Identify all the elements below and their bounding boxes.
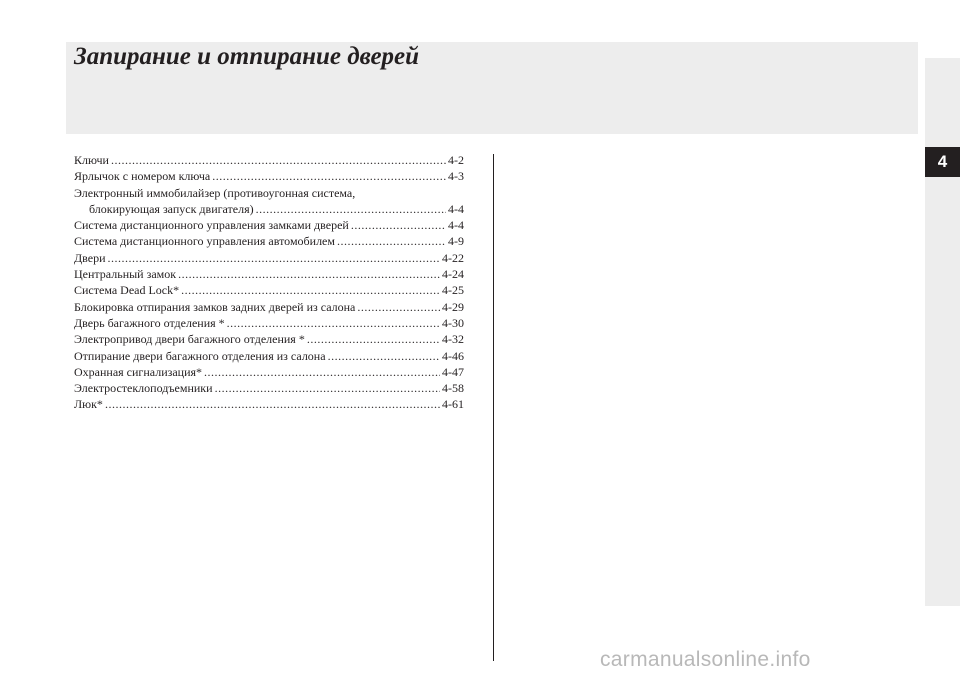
toc-entry[interactable]: Система Dead Lock* ..... 4-25 — [74, 282, 464, 298]
toc-entry[interactable]: Люк* ..... 4-61 — [74, 396, 464, 412]
chapter-number-badge: 4 — [925, 147, 960, 177]
toc-entry-continued[interactable]: блокирующая запуск двигателя) ..... 4-4 — [74, 201, 464, 217]
toc-entry[interactable]: Отпирание двери багажного отделения из салона ..... 4-46 — [74, 348, 464, 364]
toc-entry[interactable]: Центральный замок ..... 4-24 — [74, 266, 464, 282]
toc-entry[interactable]: Блокировка отпирания замков задних дверей из салона ..... 4-29 — [74, 299, 464, 315]
toc-entry[interactable]: Электростеклоподъемники ..... 4-58 — [74, 380, 464, 396]
side-chapter-tab — [925, 58, 960, 606]
toc-entry[interactable]: Электронный иммобилайзер (противоугонная система, — [74, 185, 356, 200]
chapter-title: Запирание и отпирание дверей — [74, 43, 420, 70]
column-divider — [493, 154, 494, 661]
toc-entry[interactable]: Двери ..... 4-22 — [74, 250, 464, 266]
toc-entry[interactable]: Ярлычок с номером ключа ..... 4-3 — [74, 168, 464, 184]
watermark-text: carmanualsonline.info — [600, 648, 811, 671]
table-of-contents — [74, 152, 464, 413]
toc-entry[interactable]: Электропривод двери багажного отделения * ..... 4-32 — [74, 331, 464, 347]
toc-entry[interactable]: Система дистанционного управления замками дверей ..... 4-4 — [74, 217, 464, 233]
toc-entry[interactable]: Охранная сигнализация* ..... 4-47 — [74, 364, 464, 380]
toc-entry[interactable]: Ключи ..... 4-2 — [74, 152, 464, 168]
toc-entry[interactable]: Система дистанционного управления автомобилем ..... 4-9 — [74, 233, 464, 249]
chapter-header — [66, 42, 918, 134]
toc-entry[interactable]: Дверь багажного отделения * ..... 4-30 — [74, 315, 464, 331]
